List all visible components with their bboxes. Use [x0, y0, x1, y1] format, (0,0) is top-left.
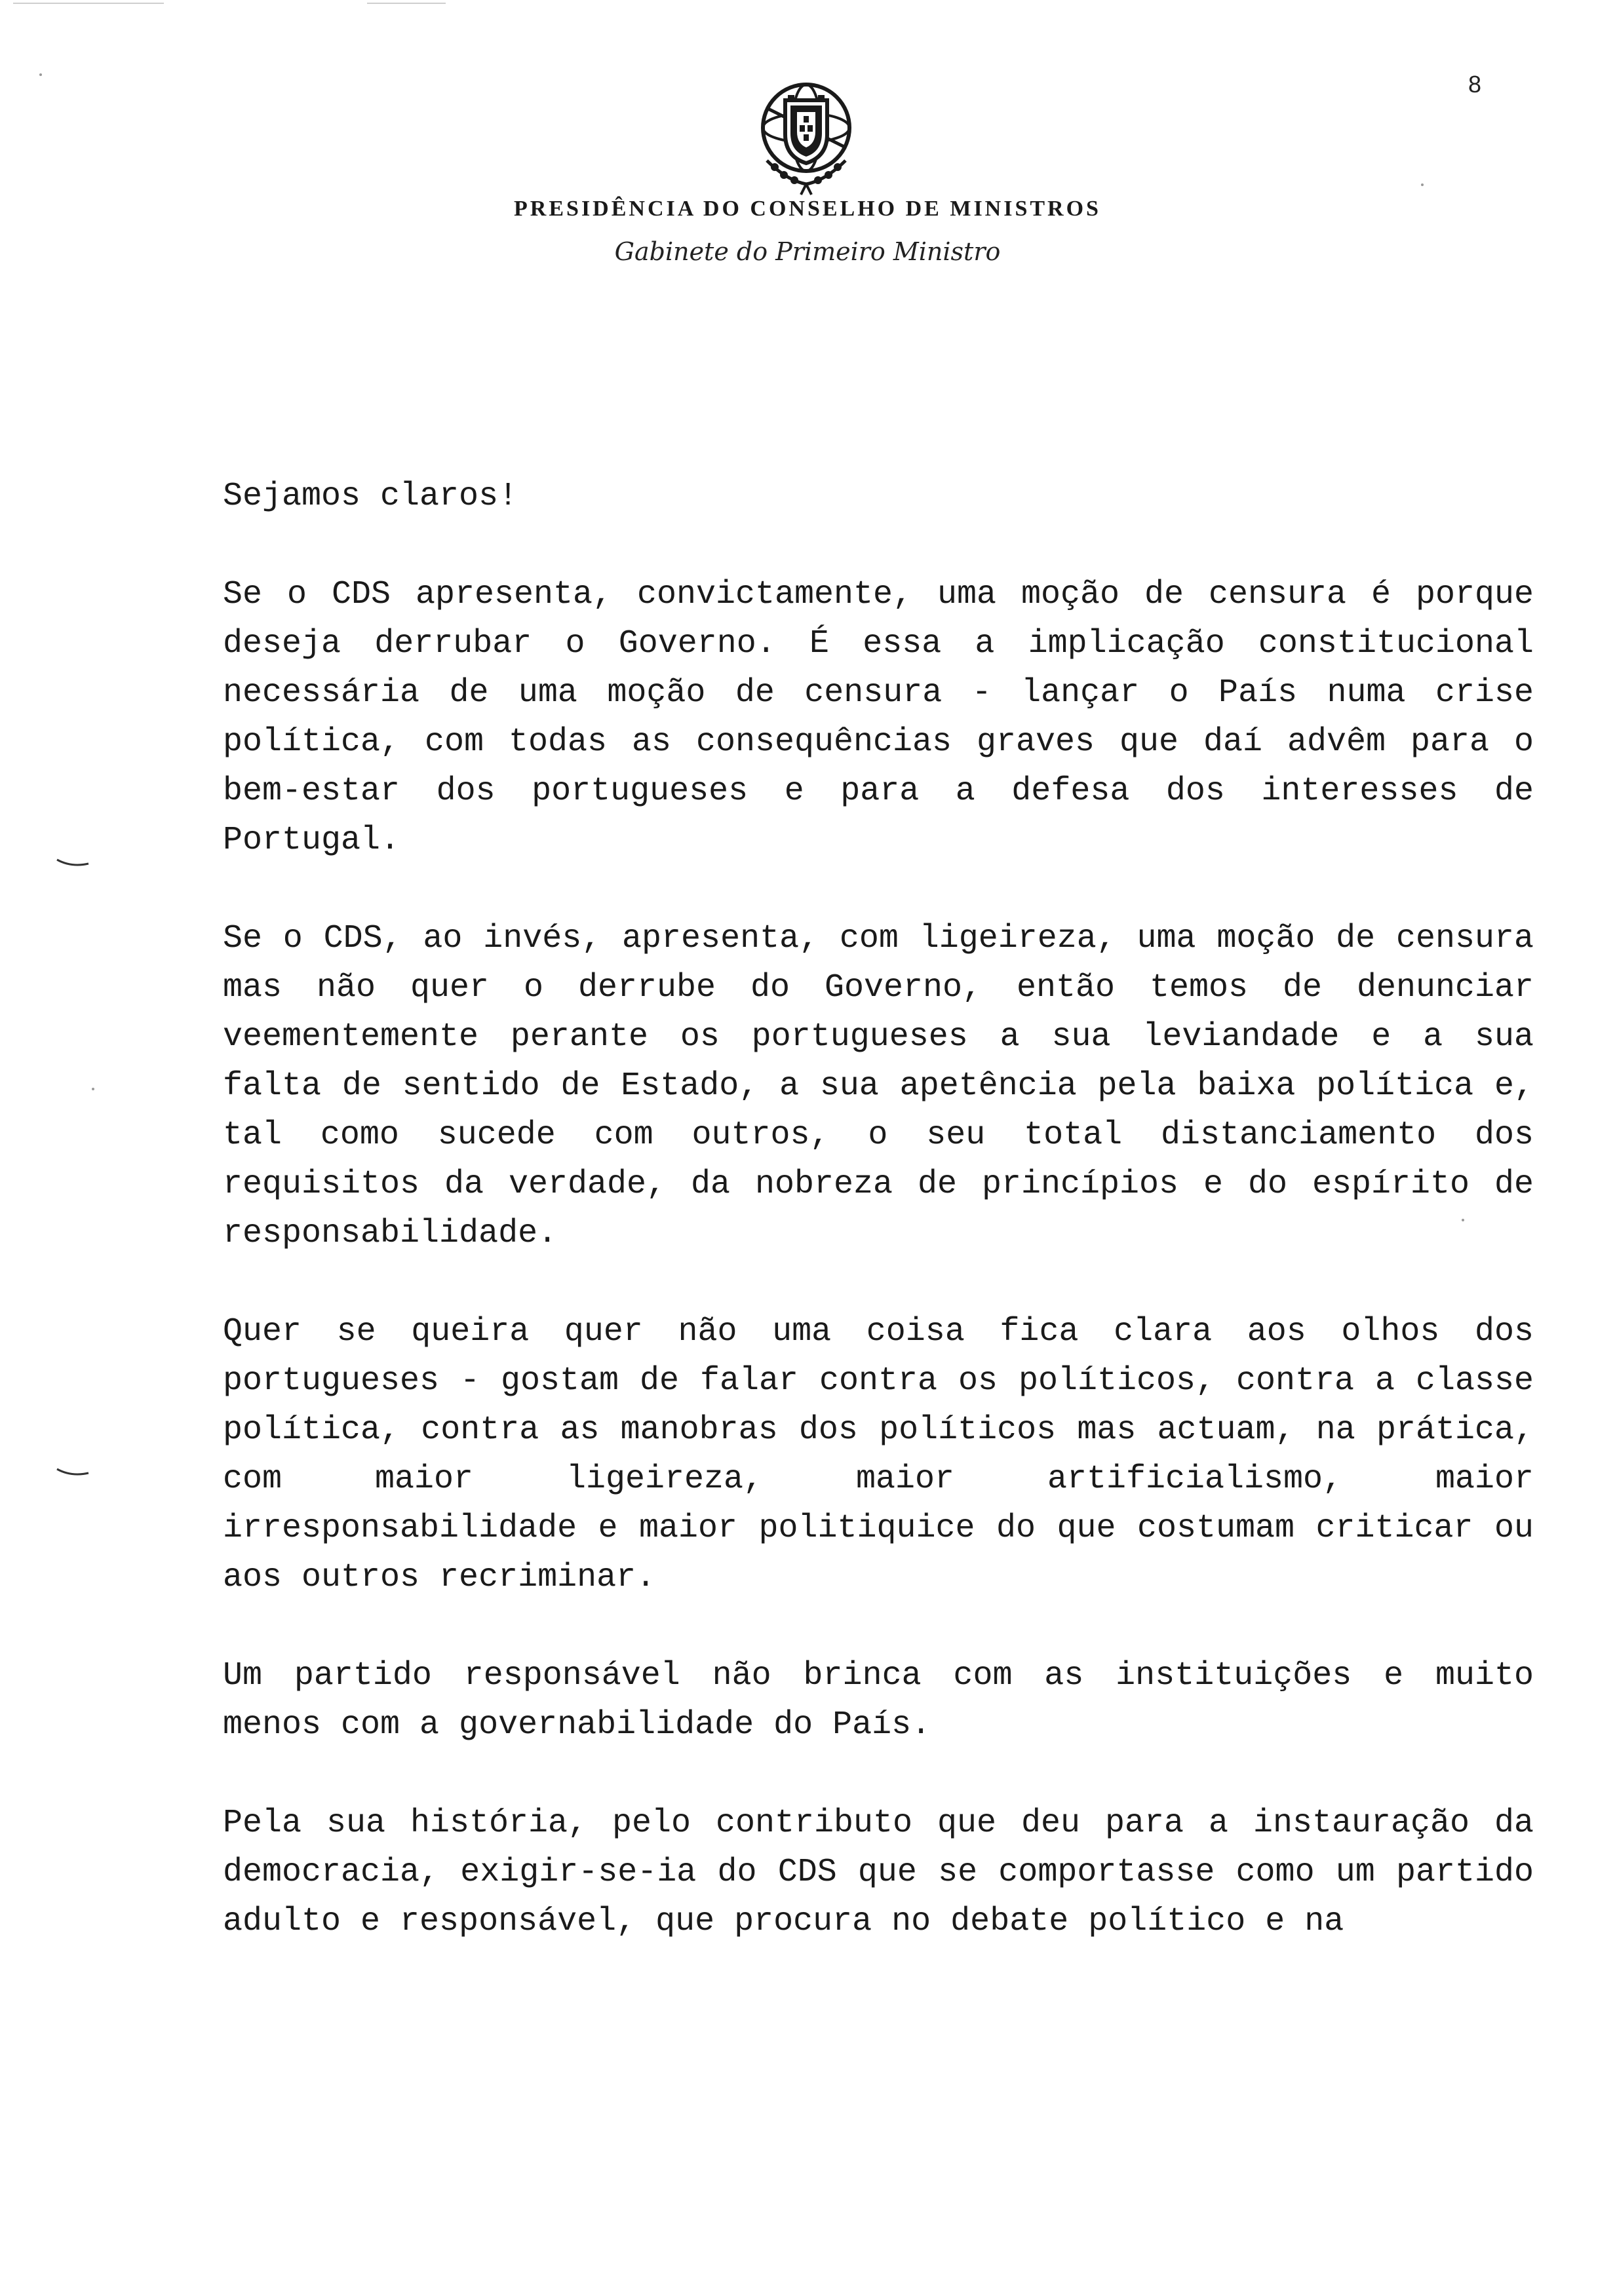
- scan-speck: [39, 73, 42, 76]
- paragraph: Quer se queira quer não uma coisa fica clara aos olhos dos portugueses - gostam de falar contra os políticos, contra a classe política, contra as manobras dos políticos mas actuam, na prática, com maior ligeireza, maior artificialismo, maior irresponsabilidade e maior politiquice do que costumam criticar ou aos outros recriminar.: [223, 1313, 1534, 1596]
- paragraph: Se o CDS apresenta, convictamente, uma moção de censura é porque deseja derrubar o Governo. É essa a implicação constitucional necessária de uma moção de censura - lançar o País numa crise política, com todas as consequências graves que daí advêm para o bem-estar dos portugueses e para a defesa dos interesses de Portugal.: [223, 576, 1534, 859]
- margin-mark: [56, 1468, 91, 1477]
- document-body: [223, 472, 1534, 1995]
- page-number: 8: [1468, 71, 1482, 98]
- scan-speck: [1421, 183, 1424, 186]
- office-title: PRESIDÊNCIA DO CONSELHO DE MINISTROS: [514, 197, 1101, 221]
- margin-mark: [56, 858, 91, 868]
- scan-speck: [92, 1088, 94, 1090]
- portuguese-coat-of-arms-icon: [741, 69, 872, 200]
- paragraph: Se o CDS, ao invés, apresenta, com ligeireza, uma moção de censura mas não quer o derrube do Governo, então temos de denunciar veementemente perante os portugueses a sua leviandade e a sua falta de sentido de Estado, a sua apetência pela baixa política e, tal como sucede com outros, o seu total distanciamento dos requisitos da verdade, da nobreza de princípios e do espírito de responsabilidade.: [223, 920, 1534, 1252]
- office-subtitle: Gabinete do Primeiro Ministro: [614, 237, 1001, 266]
- scan-artifact-line: [13, 3, 164, 4]
- paragraph: Sejamos claros!: [223, 478, 518, 515]
- paragraph: Um partido responsável não brinca com as instituições e muito menos com a governabilidade do País.: [223, 1657, 1534, 1744]
- scan-artifact-line: [367, 3, 446, 4]
- paragraph: Pela sua história, pelo contributo que deu para a instauração da democracia, exigir-se-ia do CDS que se comportasse como um partido adulto e responsável, que procura no debate político e na: [223, 1805, 1534, 1940]
